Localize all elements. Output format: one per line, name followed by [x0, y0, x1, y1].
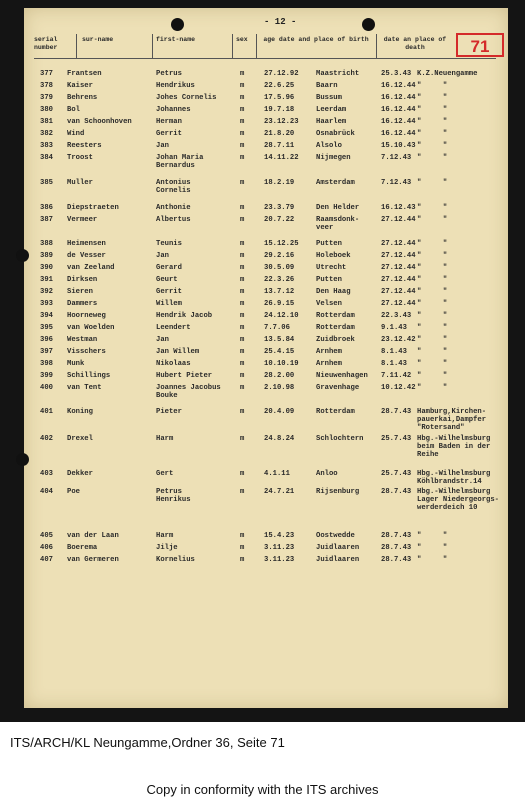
death-place: " ": [417, 130, 448, 138]
sex: m: [240, 82, 245, 90]
first-name: Johannes: [156, 106, 191, 114]
death-place: " ": [417, 288, 448, 296]
birth-date: 17.5.96: [264, 94, 295, 102]
serial-number: 392: [40, 288, 53, 296]
first-name: Albertus: [156, 216, 191, 224]
death-date: 28.7.43: [381, 408, 412, 416]
serial-number: 389: [40, 252, 53, 260]
death-date: 8.1.43: [381, 360, 407, 368]
sex: m: [240, 216, 245, 224]
birth-date: 30.5.09: [264, 264, 295, 272]
serial-number: 391: [40, 276, 53, 284]
page-number: - 12 -: [264, 17, 297, 27]
first-name: Gerrit: [156, 288, 182, 296]
first-name: Jan: [156, 336, 169, 344]
surname: Boerema: [67, 544, 98, 552]
death-place: " ": [417, 252, 448, 260]
birth-date: 14.11.22: [264, 154, 299, 162]
death-date: 16.12.44: [381, 106, 416, 114]
first-name: Leendert: [156, 324, 191, 332]
death-date: 28.7.43: [381, 556, 412, 564]
serial-number: 402: [40, 435, 53, 443]
sex: m: [240, 142, 245, 150]
birth-place: Putten: [316, 240, 342, 248]
birth-date: 13.7.12: [264, 288, 295, 296]
birth-place: Rotterdam: [316, 324, 355, 332]
first-name: Harm: [156, 532, 174, 540]
death-place: " ": [417, 216, 448, 224]
sex: m: [240, 544, 245, 552]
sex: m: [240, 240, 245, 248]
first-name: Johan Maria Bernardus: [156, 154, 204, 170]
death-date: 28.7.43: [381, 488, 412, 496]
birth-date: 19.7.18: [264, 106, 295, 114]
death-date: 22.3.43: [381, 312, 412, 320]
death-date: 25.7.43: [381, 470, 412, 478]
birth-place: Alsolo: [316, 142, 342, 150]
death-place: " ": [417, 348, 448, 356]
birth-date: 27.12.92: [264, 70, 299, 78]
punch-hole: [362, 18, 375, 31]
sex: m: [240, 532, 245, 540]
death-place: " ": [417, 179, 448, 187]
surname: Dammers: [67, 300, 98, 308]
header-surname: sur-name: [82, 36, 114, 43]
death-date: 23.12.42: [381, 336, 416, 344]
death-date: 16.12.44: [381, 118, 416, 126]
first-name: Herman: [156, 118, 182, 126]
birth-place: Holeboek: [316, 252, 351, 260]
birth-place: Nieuwenhagen: [316, 372, 368, 380]
column-divider: [256, 34, 257, 58]
death-date: 10.12.42: [381, 384, 416, 392]
birth-place: Rotterdam: [316, 312, 355, 320]
sex: m: [240, 70, 245, 78]
header-death: date an place of death: [383, 36, 447, 51]
first-name: Joannes Jacobus Bouke: [156, 384, 221, 400]
death-date: 7.12.43: [381, 179, 412, 187]
birth-date: 25.4.15: [264, 348, 295, 356]
death-place: " ": [417, 544, 448, 552]
death-place: K.Z.Neuengamme: [417, 70, 478, 78]
birth-place: Bussum: [316, 94, 342, 102]
punch-hole: [16, 453, 29, 466]
serial-number: 379: [40, 94, 53, 102]
surname: Hoorneweg: [67, 312, 106, 320]
punch-hole: [171, 18, 184, 31]
sex: m: [240, 118, 245, 126]
first-name: Willem: [156, 300, 182, 308]
birth-place: Gravenhage: [316, 384, 360, 392]
death-place: Hbg.-Wilhelmsburg Lager Niedergeorgs- werderdeich 10: [417, 488, 499, 512]
surname: Kaiser: [67, 82, 93, 90]
sex: m: [240, 130, 245, 138]
death-place: " ": [417, 312, 448, 320]
header-sex: sex: [236, 36, 248, 43]
first-name: Jan Willem: [156, 348, 200, 356]
surname: de Vesser: [67, 252, 106, 260]
surname: van Woelden: [67, 324, 115, 332]
serial-number: 378: [40, 82, 53, 90]
surname: Poe: [67, 488, 80, 496]
surname: Schillings: [67, 372, 111, 380]
column-divider: [376, 34, 377, 58]
serial-number: 397: [40, 348, 53, 356]
sex: m: [240, 556, 245, 564]
surname: Troost: [67, 154, 93, 162]
death-date: 27.12.44: [381, 264, 416, 272]
first-name: Nikolaas: [156, 360, 191, 368]
birth-date: 15.12.25: [264, 240, 299, 248]
death-date: 28.7.43: [381, 532, 412, 540]
first-name: Harm: [156, 435, 174, 443]
first-name: Gerrit: [156, 130, 182, 138]
birth-place: Juidlaaren: [316, 556, 360, 564]
sex: m: [240, 372, 245, 380]
sex: m: [240, 94, 245, 102]
first-name: Jan: [156, 142, 169, 150]
surname: Wind: [67, 130, 85, 138]
source-caption: ITS/ARCH/KL Neungamme,Ordner 36, Seite 71: [10, 735, 285, 750]
sex: m: [240, 300, 245, 308]
serial-number: 399: [40, 372, 53, 380]
first-name: Petrus Henrikus: [156, 488, 191, 504]
birth-date: 3.11.23: [264, 556, 295, 564]
surname: Drexel: [67, 435, 93, 443]
surname: Westman: [67, 336, 98, 344]
death-place: Hamburg,Kirchen- pauerkai,Dampfer "Rotersand": [417, 408, 487, 432]
serial-number: 387: [40, 216, 53, 224]
death-place: " ": [417, 556, 448, 564]
birth-place: Raamsdonk- veer: [316, 216, 360, 232]
first-name: Pieter: [156, 408, 182, 416]
surname: van Tent: [67, 384, 102, 392]
serial-number: 394: [40, 312, 53, 320]
death-date: 16.12.44: [381, 82, 416, 90]
death-place: " ": [417, 240, 448, 248]
surname: Visschers: [67, 348, 106, 356]
birth-place: Osnabrück: [316, 130, 355, 138]
death-place: " ": [417, 336, 448, 344]
birth-date: 24.7.21: [264, 488, 295, 496]
header-firstname: first-name: [156, 36, 196, 43]
first-name: Petrus: [156, 70, 182, 78]
birth-date: 26.9.15: [264, 300, 295, 308]
serial-number: 393: [40, 300, 53, 308]
surname: van Zeeland: [67, 264, 115, 272]
death-place: Hbg.-Wilhelmsburg Köhlbrandstr.14: [417, 470, 491, 486]
serial-number: 406: [40, 544, 53, 552]
conformity-caption: Copy in conformity with the ITS archives: [146, 782, 379, 797]
death-place: " ": [417, 300, 448, 308]
surname: van Schoonhoven: [67, 118, 132, 126]
birth-date: 10.10.19: [264, 360, 299, 368]
sex: m: [240, 312, 245, 320]
header-serial: serial number: [34, 36, 58, 51]
sex: m: [240, 288, 245, 296]
death-date: 25.3.43: [381, 70, 412, 78]
serial-number: 377: [40, 70, 53, 78]
death-date: 16.12.44: [381, 94, 416, 102]
sex: m: [240, 154, 245, 162]
birth-place: Den Haag: [316, 288, 351, 296]
first-name: Anthonie: [156, 204, 191, 212]
serial-number: 386: [40, 204, 53, 212]
birth-place: Rotterdam: [316, 408, 355, 416]
birth-place: Arnhem: [316, 348, 342, 356]
serial-number: 398: [40, 360, 53, 368]
surname: Bol: [67, 106, 80, 114]
surname: Diepstraeten: [67, 204, 119, 212]
surname: Dirksen: [67, 276, 98, 284]
column-divider: [76, 34, 77, 58]
death-place: " ": [417, 372, 448, 380]
birth-date: 4.1.11: [264, 470, 290, 478]
first-name: Johes Cornelis: [156, 94, 217, 102]
surname: Koning: [67, 408, 93, 416]
surname: Munk: [67, 360, 85, 368]
birth-date: 29.2.16: [264, 252, 295, 260]
first-name: Geurt: [156, 276, 178, 284]
serial-number: 382: [40, 130, 53, 138]
sex: m: [240, 408, 245, 416]
sex: m: [240, 276, 245, 284]
birth-place: Velsen: [316, 300, 342, 308]
birth-place: Utrecht: [316, 264, 347, 272]
death-date: 28.7.43: [381, 544, 412, 552]
first-name: Teunis: [156, 240, 182, 248]
birth-date: 24.8.24: [264, 435, 295, 443]
surname: Vermeer: [67, 216, 98, 224]
birth-date: 23.12.23: [264, 118, 299, 126]
serial-number: 381: [40, 118, 53, 126]
first-name: Hendrik Jacob: [156, 312, 213, 320]
birth-place: Haarlem: [316, 118, 347, 126]
serial-number: 403: [40, 470, 53, 478]
birth-place: Baarn: [316, 82, 338, 90]
birth-place: Juidlaaren: [316, 544, 360, 552]
death-date: 15.10.43: [381, 142, 416, 150]
birth-date: 20.4.09: [264, 408, 295, 416]
death-date: 25.7.43: [381, 435, 412, 443]
sex: m: [240, 470, 245, 478]
sex: m: [240, 252, 245, 260]
serial-number: 401: [40, 408, 53, 416]
birth-date: 7.7.06: [264, 324, 290, 332]
serial-number: 396: [40, 336, 53, 344]
sex: m: [240, 106, 245, 114]
sex: m: [240, 435, 245, 443]
serial-number: 380: [40, 106, 53, 114]
serial-number: 390: [40, 264, 53, 272]
serial-number: 400: [40, 384, 53, 392]
serial-number: 405: [40, 532, 53, 540]
death-date: 9.1.43: [381, 324, 407, 332]
sex: m: [240, 204, 245, 212]
surname: van der Laan: [67, 532, 119, 540]
sex: m: [240, 324, 245, 332]
column-divider: [152, 34, 153, 58]
birth-place: Arnhem: [316, 360, 342, 368]
birth-date: 13.5.84: [264, 336, 295, 344]
birth-place: Amsterdam: [316, 179, 355, 187]
death-date: 27.12.44: [381, 276, 416, 284]
birth-date: 15.4.23: [264, 532, 295, 540]
column-divider: [232, 34, 233, 58]
death-place: " ": [417, 142, 448, 150]
death-place: " ": [417, 276, 448, 284]
birth-place: Schlochtern: [316, 435, 364, 443]
first-name: Gert: [156, 470, 174, 478]
serial-number: 388: [40, 240, 53, 248]
death-place: " ": [417, 118, 448, 126]
death-date: 16.12.44: [381, 130, 416, 138]
birth-place: Rijsenburg: [316, 488, 360, 496]
serial-number: 385: [40, 179, 53, 187]
death-date: 27.12.44: [381, 240, 416, 248]
serial-number: 383: [40, 142, 53, 150]
death-date: 27.12.44: [381, 288, 416, 296]
death-place: " ": [417, 324, 448, 332]
serial-number: 407: [40, 556, 53, 564]
header-birth: age date and place of birth: [263, 36, 369, 43]
birth-date: 22.3.26: [264, 276, 295, 284]
sex: m: [240, 384, 245, 392]
death-place: " ": [417, 532, 448, 540]
sex: m: [240, 348, 245, 356]
serial-number: 384: [40, 154, 53, 162]
surname: van Germeren: [67, 556, 119, 564]
punch-hole: [16, 249, 29, 262]
sex: m: [240, 264, 245, 272]
death-date: 27.12.44: [381, 216, 416, 224]
death-date: 27.12.44: [381, 300, 416, 308]
surname: Dekker: [67, 470, 93, 478]
death-place: " ": [417, 94, 448, 102]
first-name: Kornelius: [156, 556, 195, 564]
death-place: " ": [417, 360, 448, 368]
surname: Reesters: [67, 142, 102, 150]
first-name: Hubert Pieter: [156, 372, 213, 380]
first-name: Antonius Cornelis: [156, 179, 191, 195]
birth-date: 22.6.25: [264, 82, 295, 90]
death-place: " ": [417, 154, 448, 162]
death-place: " ": [417, 264, 448, 272]
sex: m: [240, 179, 245, 187]
birth-date: 3.11.23: [264, 544, 295, 552]
first-name: Hendrikus: [156, 82, 195, 90]
death-date: 7.12.43: [381, 154, 412, 162]
birth-date: 20.7.22: [264, 216, 295, 224]
surname: Behrens: [67, 94, 98, 102]
archive-stamp-number: 71: [456, 33, 504, 57]
birth-date: 2.10.98: [264, 384, 295, 392]
surname: Heimensen: [67, 240, 106, 248]
birth-place: Nijmegen: [316, 154, 351, 162]
birth-date: 24.12.10: [264, 312, 299, 320]
birth-place: Zuidbroek: [316, 336, 355, 344]
birth-date: 28.7.11: [264, 142, 295, 150]
birth-date: 28.2.00: [264, 372, 295, 380]
death-place: " ": [417, 384, 448, 392]
birth-place: Oostwedde: [316, 532, 355, 540]
birth-place: Den Helder: [316, 204, 360, 212]
birth-date: 21.8.20: [264, 130, 295, 138]
birth-place: Putten: [316, 276, 342, 284]
serial-number: 404: [40, 488, 53, 496]
death-date: 7.11.42: [381, 372, 412, 380]
birth-place: Maastricht: [316, 70, 360, 78]
surname: Frantsen: [67, 70, 102, 78]
serial-number: 395: [40, 324, 53, 332]
death-date: 8.1.43: [381, 348, 407, 356]
surname: Muller: [67, 179, 93, 187]
death-date: 16.12.43: [381, 204, 416, 212]
birth-date: 23.3.79: [264, 204, 295, 212]
death-place: " ": [417, 204, 448, 212]
first-name: Jan: [156, 252, 169, 260]
surname: Sieren: [67, 288, 93, 296]
first-name: Jilje: [156, 544, 178, 552]
sex: m: [240, 336, 245, 344]
death-place: " ": [417, 82, 448, 90]
sex: m: [240, 360, 245, 368]
death-place: " ": [417, 106, 448, 114]
death-date: 27.12.44: [381, 252, 416, 260]
first-name: Gerard: [156, 264, 182, 272]
birth-place: Leerdam: [316, 106, 347, 114]
sex: m: [240, 488, 245, 496]
death-place: Hbg.-Wilhelmsburg beim Baden in der Reihe: [417, 435, 491, 459]
birth-date: 18.2.19: [264, 179, 295, 187]
header-rule: [34, 58, 496, 59]
birth-place: Anloo: [316, 470, 338, 478]
document-page: [24, 8, 508, 708]
